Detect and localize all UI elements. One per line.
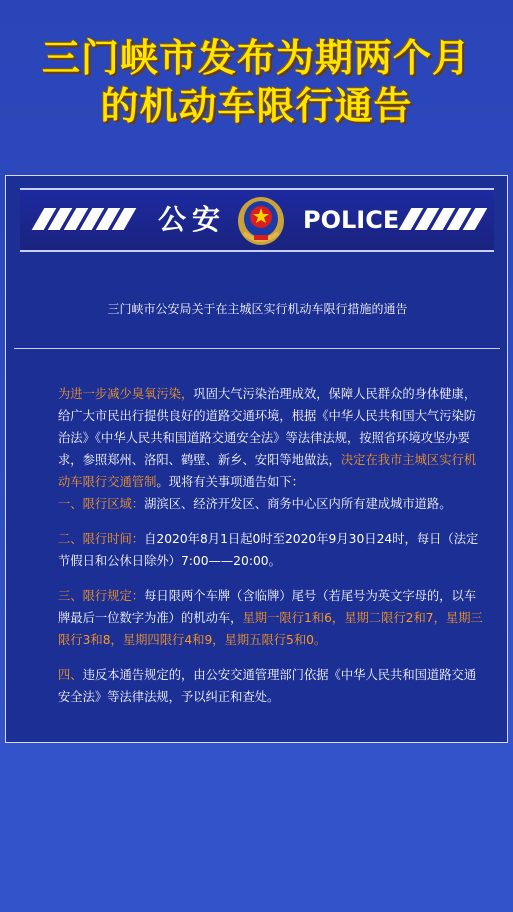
intro-end: 。现将有关事项通告如下：: [156, 475, 304, 489]
intro-highlight-2: 决定在我市主城区实行机动车限行交通管制: [58, 453, 477, 489]
intro-text: 巩固大气污染治理成效，保障人民群众的身体健康，给广大市民出行提供良好的道路交通环境，根据《中华人民共和国大气污染防治法》《中华人民共和国道路交通安全法》等法律法规，按照省环境攻坚办要求，参照郑州、洛阳、鹤壁、新乡、安阳等地做法，: [58, 387, 477, 467]
item-4-label: 四、: [58, 668, 83, 682]
banner-stripes-right: [405, 208, 481, 230]
intro-highlight-1: 为进一步减少臭氧污染，: [58, 387, 194, 401]
item-3-highlight: 星期一限行1和6，星期二限行2和7，星期三限行3和8，星期四限行4和9，星期五限行5和0。: [58, 611, 483, 647]
item-3: [32, 585, 488, 651]
item-4: [32, 664, 488, 708]
item-1-text: 湖滨区、经济开发区、商务中心区内所有建成城市道路。: [144, 497, 452, 511]
headline-line-2: 的机动车限行通告: [100, 84, 413, 128]
notice-body: [32, 383, 488, 708]
banner-stripes-left: [38, 208, 130, 230]
item-1: [32, 493, 488, 515]
item-3-label: 三、限行规定：: [58, 589, 145, 603]
item-2-label: 二、限行时间：: [58, 532, 145, 546]
notice-card: [5, 175, 508, 743]
item-4-text: 违反本通告规定的，由公安交通管理部门依据《中华人民共和国道路交通安全法》等法律法规，予以纠正和查处。: [58, 668, 477, 704]
item-3-text: 每日限两个车牌（含临牌）尾号（若尾号为英文字母的，以车牌最后一位数字为准）的机动车，: [58, 589, 477, 625]
title-divider: [14, 348, 500, 349]
banner-cn-text: 公安: [158, 203, 227, 236]
item-1-label: 一、限行区域：: [58, 497, 145, 511]
police-banner: [20, 188, 494, 252]
intro-paragraph: [32, 383, 488, 493]
headline: [0, 34, 513, 130]
item-2: [32, 528, 488, 572]
lower-background: [0, 743, 513, 912]
notice-title: 三门峡市公安局关于在主城区实行机动车限行措施的通告: [107, 302, 408, 316]
headline-line-1: 三门峡市发布为期两个月: [41, 36, 471, 80]
banner-en-text: POLICE: [303, 206, 400, 234]
police-emblem-icon: [236, 193, 286, 247]
item-2-text: 自2020年8月1日起0时至2020年9月30日24时，每日（法定节假日和公休日除外）7:00——20:00。: [58, 532, 479, 568]
